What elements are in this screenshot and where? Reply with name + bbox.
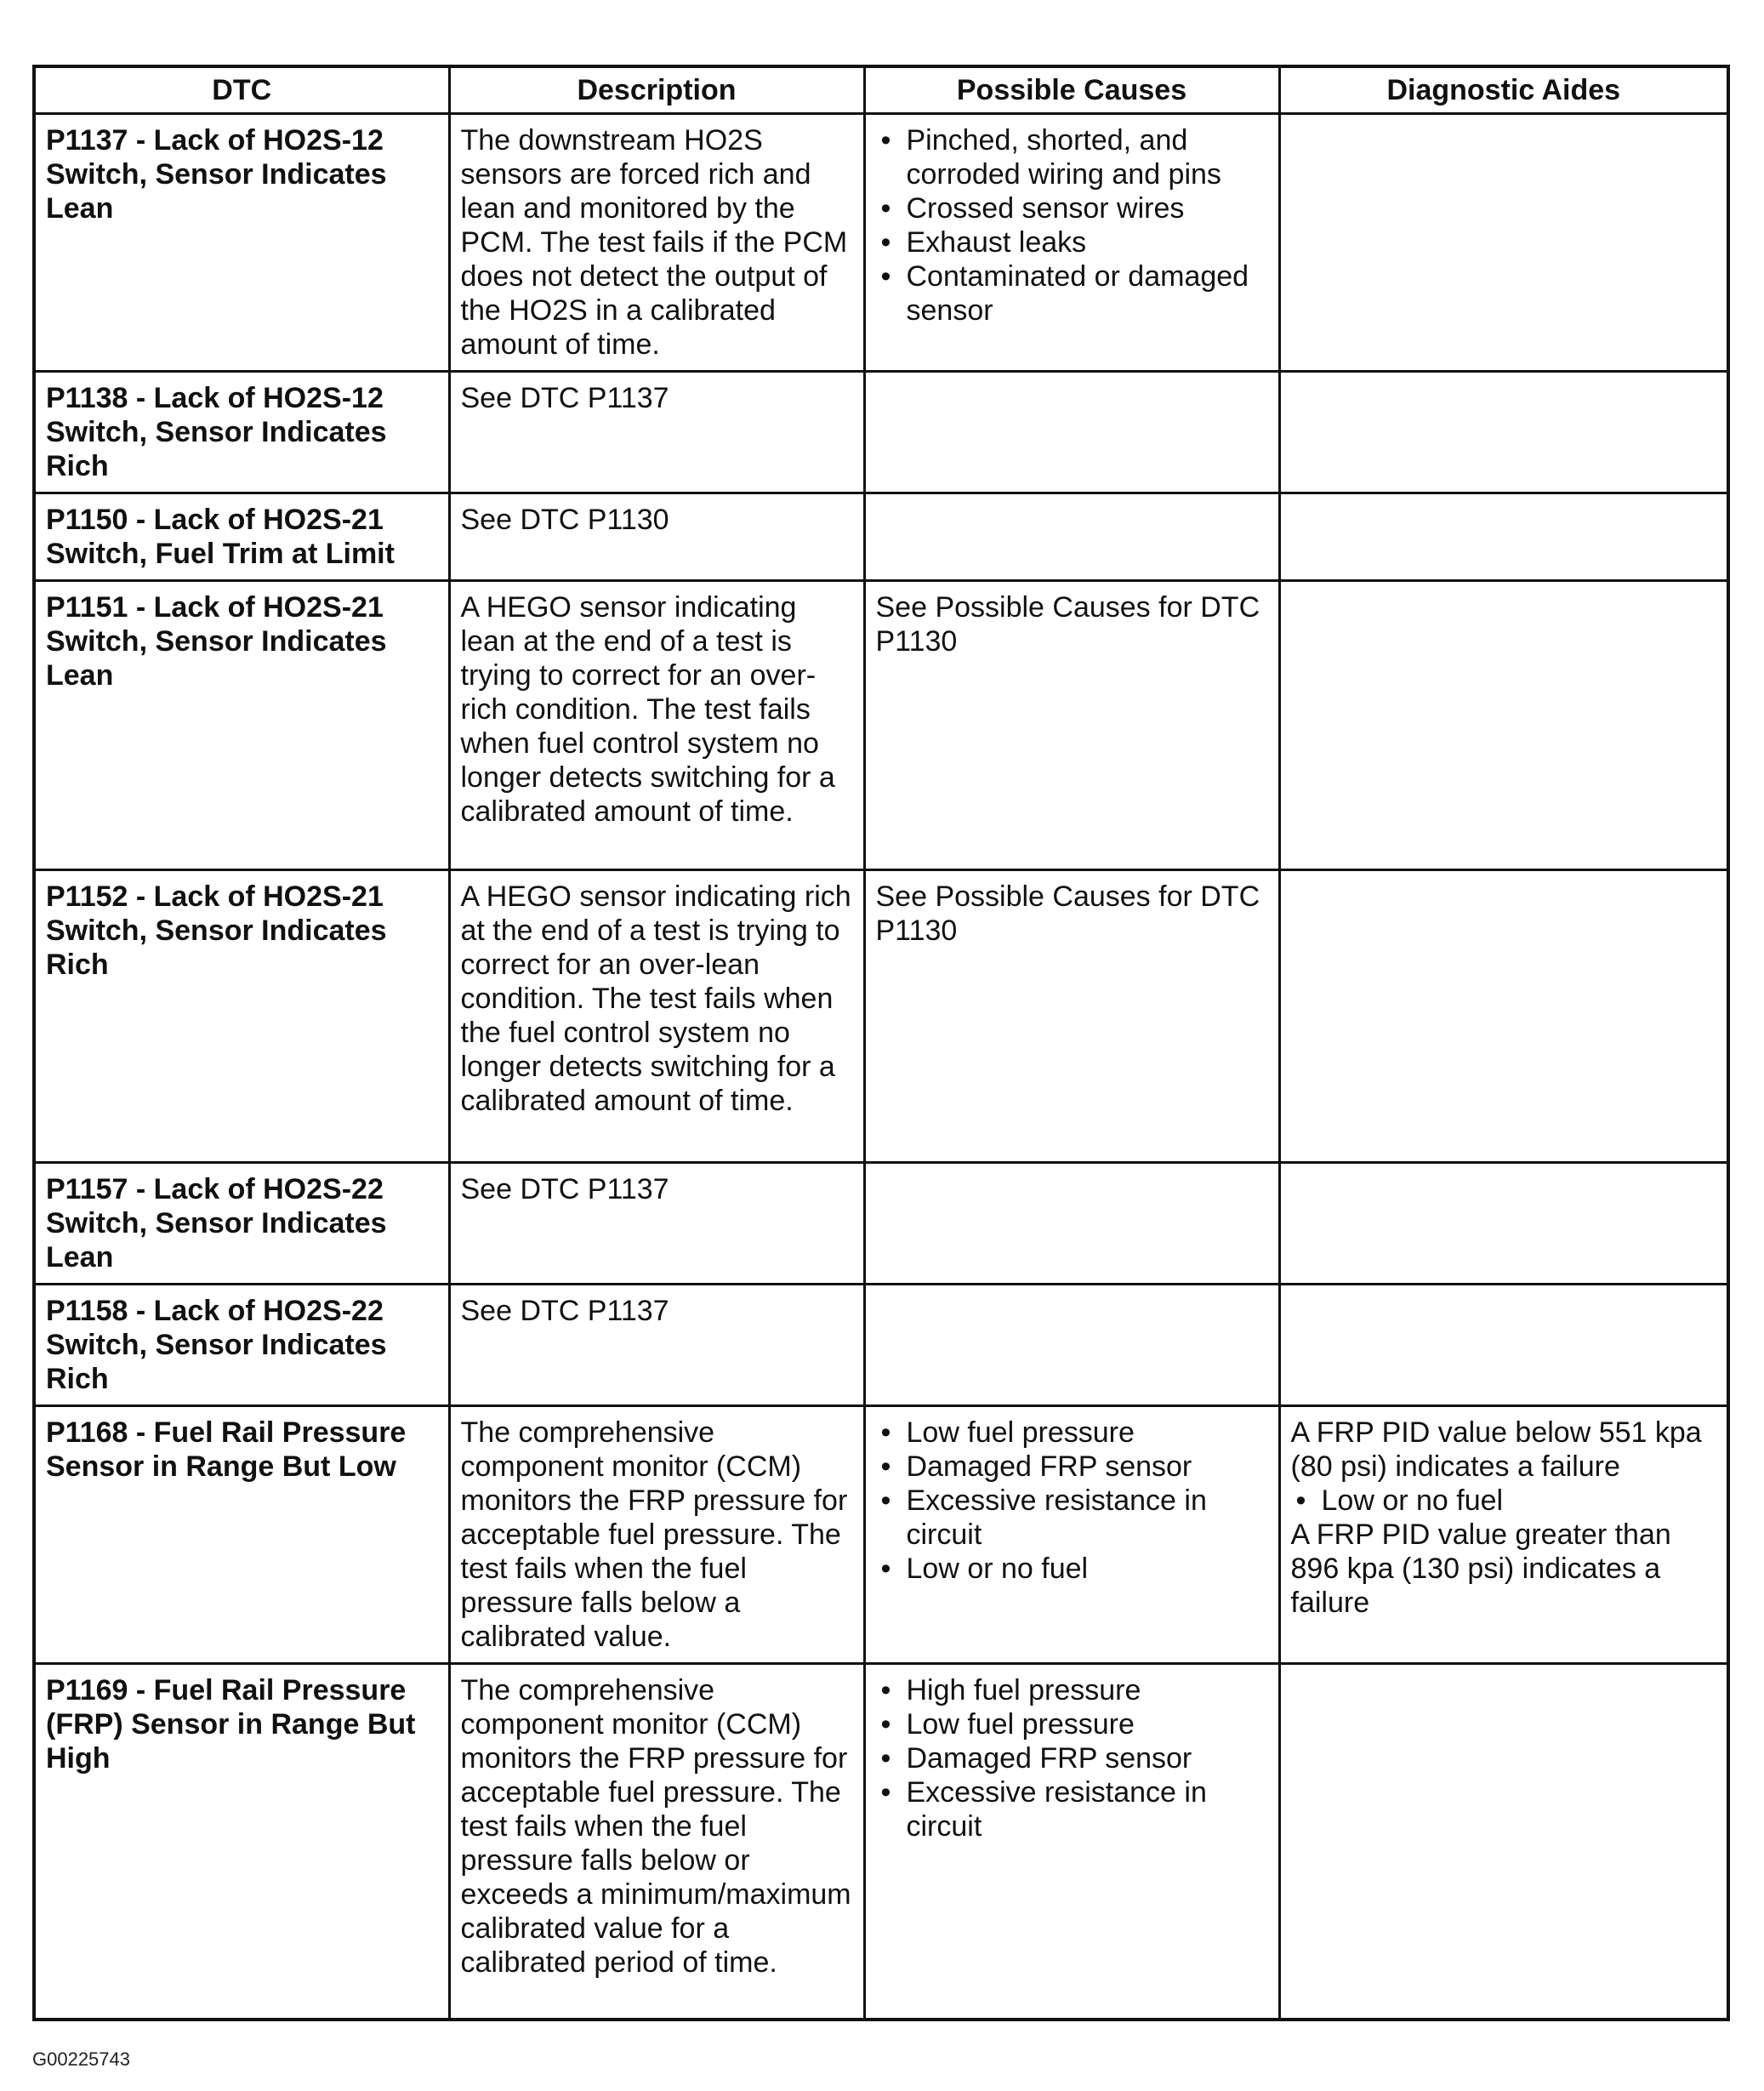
header-possible-causes: Possible Causes <box>864 66 1279 114</box>
header-dtc: DTC <box>34 66 449 114</box>
dtc-code-cell: P1152 - Lack of HO2S-21 Switch, Sensor Indicates Rich <box>34 870 449 1163</box>
cause-item: • Damaged FRP sensor <box>876 1450 1268 1484</box>
diagnostic-aides-cell <box>1279 1664 1728 2020</box>
description-cell: A HEGO sensor indicating lean at the end of a test is trying to correct for an over-rich condition. The test fails when fuel control system no longer detects switching for a calibrated amount of time. <box>449 581 864 870</box>
description-cell: See DTC P1137 <box>449 372 864 493</box>
table-row <box>34 1664 1728 2020</box>
cause-item: • Excessive resistance in circuit <box>876 1484 1268 1552</box>
causes-list <box>876 1416 1268 1586</box>
table-row <box>34 1163 1728 1285</box>
diagnostic-aides-cell <box>1279 1406 1728 1664</box>
possible-causes-cell <box>864 581 1279 870</box>
causes-list <box>876 123 1268 328</box>
description-cell: The comprehensive component monitor (CCM) monitors the FRP pressure for acceptable fuel pressure. The test fails when the fuel pressure falls below or exceeds a minimum/maximum calibrated value for a calibrated period of time. <box>449 1664 864 2020</box>
possible-causes-cell <box>864 1664 1279 2020</box>
cause-item: • Damaged FRP sensor <box>876 1741 1268 1775</box>
dtc-code-cell: P1138 - Lack of HO2S-12 Switch, Sensor Indicates Rich <box>34 372 449 493</box>
possible-causes-cell <box>864 1163 1279 1285</box>
cause-item: • Crossed sensor wires <box>876 191 1268 225</box>
cause-item: • Contaminated or damaged sensor <box>876 259 1268 328</box>
dtc-code-cell: P1137 - Lack of HO2S-12 Switch, Sensor Indicates Lean <box>34 114 449 372</box>
table-row <box>34 581 1728 870</box>
cause-item: • High fuel pressure <box>876 1673 1268 1707</box>
causes-reference-text: See Possible Causes for DTC P1130 <box>875 591 1260 658</box>
diagnostic-aides-cell <box>1279 372 1728 493</box>
dtc-code-cell: P1150 - Lack of HO2S-21 Switch, Fuel Trim at Limit <box>34 493 449 581</box>
table-body <box>34 114 1728 2020</box>
dtc-table-container <box>32 65 1727 2021</box>
cause-item: • Low fuel pressure <box>876 1707 1268 1741</box>
description-cell: See DTC P1130 <box>449 493 864 581</box>
possible-causes-cell <box>864 1285 1279 1406</box>
table-row <box>34 114 1728 372</box>
diagnostic-aides-cell <box>1279 493 1728 581</box>
description-cell: See DTC P1137 <box>449 1163 864 1285</box>
dtc-code-cell: P1151 - Lack of HO2S-21 Switch, Sensor Indicates Lean <box>34 581 449 870</box>
possible-causes-cell <box>864 870 1279 1163</box>
description-cell: A HEGO sensor indicating rich at the end of a test is trying to correct for an over-lean condition. The test fails when the fuel control system no longer detects switching for a calibrated amount of time. <box>449 870 864 1163</box>
dtc-table <box>32 65 1730 2021</box>
possible-causes-cell <box>864 372 1279 493</box>
causes-list <box>876 1673 1268 1843</box>
header-description: Description <box>449 66 864 114</box>
diagnostic-aides-cell <box>1279 1163 1728 1285</box>
diagnostic-aides-cell <box>1279 1285 1728 1406</box>
description-cell: The downstream HO2S sensors are forced rich and lean and monitored by the PCM. The test fails if the PCM does not detect the output of the HO2S in a calibrated amount of time. <box>449 114 864 372</box>
table-row <box>34 870 1728 1163</box>
possible-causes-cell <box>864 1406 1279 1664</box>
possible-causes-cell <box>864 493 1279 581</box>
diagnostic-aides-cell <box>1279 870 1728 1163</box>
dtc-code-cell: P1169 - Fuel Rail Pressure (FRP) Sensor in Range But High <box>34 1664 449 2020</box>
diagnostic-aides-cell <box>1279 581 1728 870</box>
dtc-code-cell: P1157 - Lack of HO2S-22 Switch, Sensor Indicates Lean <box>34 1163 449 1285</box>
header-diagnostic-aides: Diagnostic Aides <box>1279 66 1728 114</box>
cause-item: • Low or no fuel <box>876 1552 1268 1586</box>
description-cell: The comprehensive component monitor (CCM) monitors the FRP pressure for acceptable fuel pressure. The test fails when the fuel pressure falls below a calibrated value. <box>449 1406 864 1664</box>
table-header-row <box>34 66 1728 114</box>
cause-item: • Low fuel pressure <box>876 1416 1268 1450</box>
table-row <box>34 1285 1728 1406</box>
table-row <box>34 372 1728 493</box>
table-row <box>34 493 1728 581</box>
dtc-code-cell: P1158 - Lack of HO2S-22 Switch, Sensor Indicates Rich <box>34 1285 449 1406</box>
cause-item: • Excessive resistance in circuit <box>876 1775 1268 1843</box>
dtc-code-cell: P1168 - Fuel Rail Pressure Sensor in Range But Low <box>34 1406 449 1664</box>
causes-reference-text: See Possible Causes for DTC P1130 <box>875 880 1260 947</box>
diagnostic-aides-cell <box>1279 114 1728 372</box>
table-row <box>34 1406 1728 1664</box>
aide-bullet-item: • Low or no fuel <box>1291 1484 1717 1518</box>
cause-item: • Exhaust leaks <box>876 225 1268 259</box>
possible-causes-cell <box>864 114 1279 372</box>
aide-text: A FRP PID value greater than 896 kpa (130 psi) indicates a failure <box>1290 1518 1671 1619</box>
cause-item: • Pinched, shorted, and corroded wiring and pins <box>876 123 1268 191</box>
figure-id: G00225743 <box>32 2048 130 2070</box>
aide-text: A FRP PID value below 551 kpa (80 psi) indicates a failure <box>1290 1416 1702 1483</box>
description-cell: See DTC P1137 <box>449 1285 864 1406</box>
